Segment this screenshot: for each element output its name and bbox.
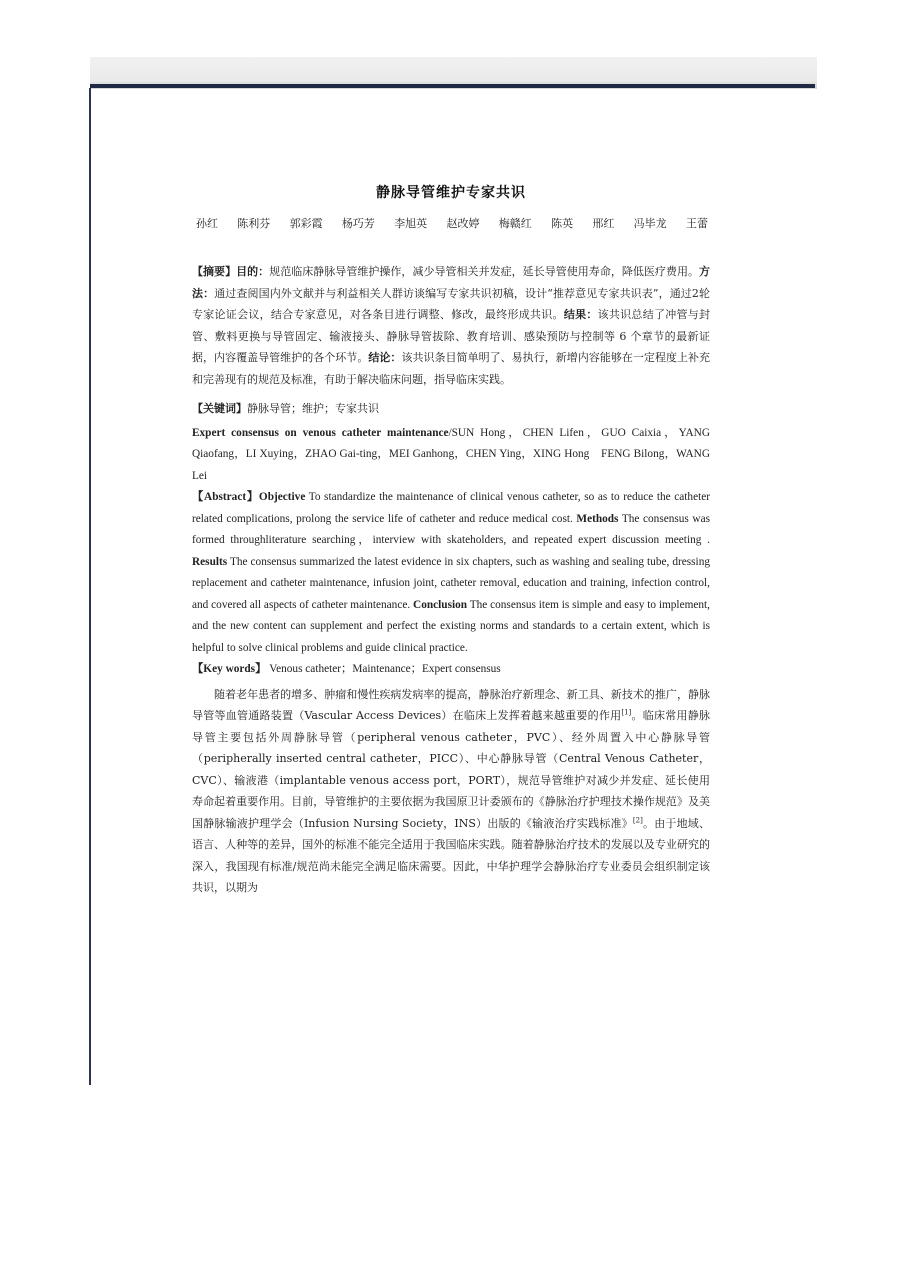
author: 赵改婷 — [446, 217, 480, 230]
document-page — [192, 178, 710, 899]
author: 冯毕龙 — [633, 217, 667, 230]
conclusion-en-label: Conclusion — [413, 598, 468, 611]
author: 梅赣红 — [498, 217, 532, 230]
methods-zh-label: 方法： — [192, 265, 711, 300]
page-title: 静脉导管维护专家共识 — [376, 185, 526, 201]
english-title-block — [192, 423, 710, 488]
reference-marker: [2] — [632, 815, 643, 824]
conclusion-en-text: The consensus item is simple and easy to implement, and the new content can supplement and perfect the existing norms and standards to a certain extent, which is helpful to solve clinical problems and guide clinical practice. — [192, 598, 710, 654]
abstract-en — [192, 487, 710, 659]
results-en-label: Results — [192, 555, 228, 568]
scan-header-rule — [90, 84, 815, 88]
keywords-zh-label: 【关键词】 — [192, 402, 247, 415]
objective-en-label: Objective — [258, 491, 306, 503]
keywords-en-text: Venous catheter；Maintenance；Expert consensus — [266, 663, 501, 675]
keywords-zh — [192, 398, 710, 420]
objective-zh-text: 规范临床静脉导管维护操作，减少导管相关并发症，延长导管使用寿命，降低医疗费用。 — [269, 265, 700, 278]
body-text-part: 。临床常用静脉导管主要包括外周静脉导管（peripheral venous catheter，PVC）、经外周置入中心静脉导管（peripherally inserted central catheter，PICC）、中心静脉导管（Central Venous Catheter，CVC）、输液港（implantable venous access port，PORT），规范导管维护对减少并发症、延长使用寿命起着重要作用。目前，导管维护的主要依据为我国原卫计委颁布的《静脉治疗护理技术操作规范》及美国静脉输液护理学会（Infusion Nursing Society，INS）出版的《输液治疗实践标准》 — [192, 709, 711, 830]
body-paragraph — [192, 684, 710, 899]
methods-en-text: The consensus was formed throughliterature searching，interview with skateholders, and repeated expert discussion meeting . — [192, 512, 710, 546]
conclusion-zh-label: 结论： — [368, 351, 402, 364]
abstract-en-label: 【Abstract】 — [192, 491, 259, 503]
abstract-zh — [192, 261, 710, 390]
author-list — [196, 215, 708, 231]
methods-en-label: Methods — [576, 512, 619, 525]
english-title: Expert consensus on venous catheter maintenance — [192, 426, 449, 439]
author: 杨巧芳 — [341, 217, 375, 230]
author: 孙红 — [196, 217, 218, 230]
results-zh-text: 该共识总结了冲管与封管、敷料更换与导管固定、输液接头、静脉导管拔除、教育培训、感染预防与控制等 6 个章节的最新证据，内容覆盖导管维护的各个环节。 — [192, 308, 711, 364]
conclusion-zh-text: 该共识条目简单明了、易执行，新增内容能够在一定程度上补充和完善现有的规范及标准，有助于解决临床问题，指导临床实践。 — [192, 351, 711, 386]
keywords-zh-text: 静脉导管；维护；专家共识 — [247, 402, 379, 415]
results-en-text: The consensus summarized the latest evidence in six chapters, such as washing and sealing tube, dressing replacement and catheter maintenance, infusion joint, catheter removal, education and training, infection control, and covered all aspects of catheter maintenance. — [192, 555, 710, 611]
scan-left-edge — [89, 88, 91, 1085]
keywords-en — [192, 659, 710, 681]
author: 邢红 — [592, 217, 615, 230]
results-zh-label: 结果： — [563, 308, 598, 321]
english-authors: /SUN Hong，CHEN Lifen，GUO Caixia，YANG Qiaofang，LI Xuying，ZHAO Gai-ting，MEI Ganhong，CHEN Ying，XING Hong FENG Bilong，WANG Lei — [192, 426, 711, 482]
body-text-part: 。由于地域、语言、人种等的差异，国外的标准不能完全适用于我国临床实践。随着静脉治疗技术的发展以及专业研究的深入，我国现有标准/规范尚未能完全满足临床需要。因此，中华护理学会静脉治疗专业委员会组织制定该共识，以期为 — [192, 816, 710, 894]
author: 王蕾 — [685, 217, 708, 230]
objective-en-text: To standardize the maintenance of clinical venous catheter, so as to reduce the catheter related complications, prolong the service life of catheter and reduce medical cost. — [192, 491, 710, 525]
author: 郭彩霞 — [289, 217, 323, 230]
methods-zh-text: 通过查阅国内外文献并与利益相关人群访谈编写专家共识初稿，设计“推荐意见专家共识表”，通过2轮专家论证会议，结合专家意见，对各条目进行调整、修改，最终形成共识。 — [192, 286, 710, 321]
objective-zh-label: 目的： — [236, 265, 270, 278]
author: 李旭英 — [394, 217, 428, 230]
author: 陈英 — [551, 217, 574, 230]
reference-marker: [1] — [621, 708, 632, 717]
keywords-en-label: 【Key words】 — [192, 663, 267, 675]
author: 陈利芬 — [237, 217, 271, 230]
abstract-zh-label: 【摘要】 — [192, 265, 237, 278]
body-text-part: 随着老年患者的增多、肿瘤和慢性疾病发病率的提高，静脉治疗新理念、新工具、新技术的推广，静脉导管等血管通路装置（Vascular Access Devices）在临床上发挥着越来越重要的作用 — [192, 687, 710, 722]
